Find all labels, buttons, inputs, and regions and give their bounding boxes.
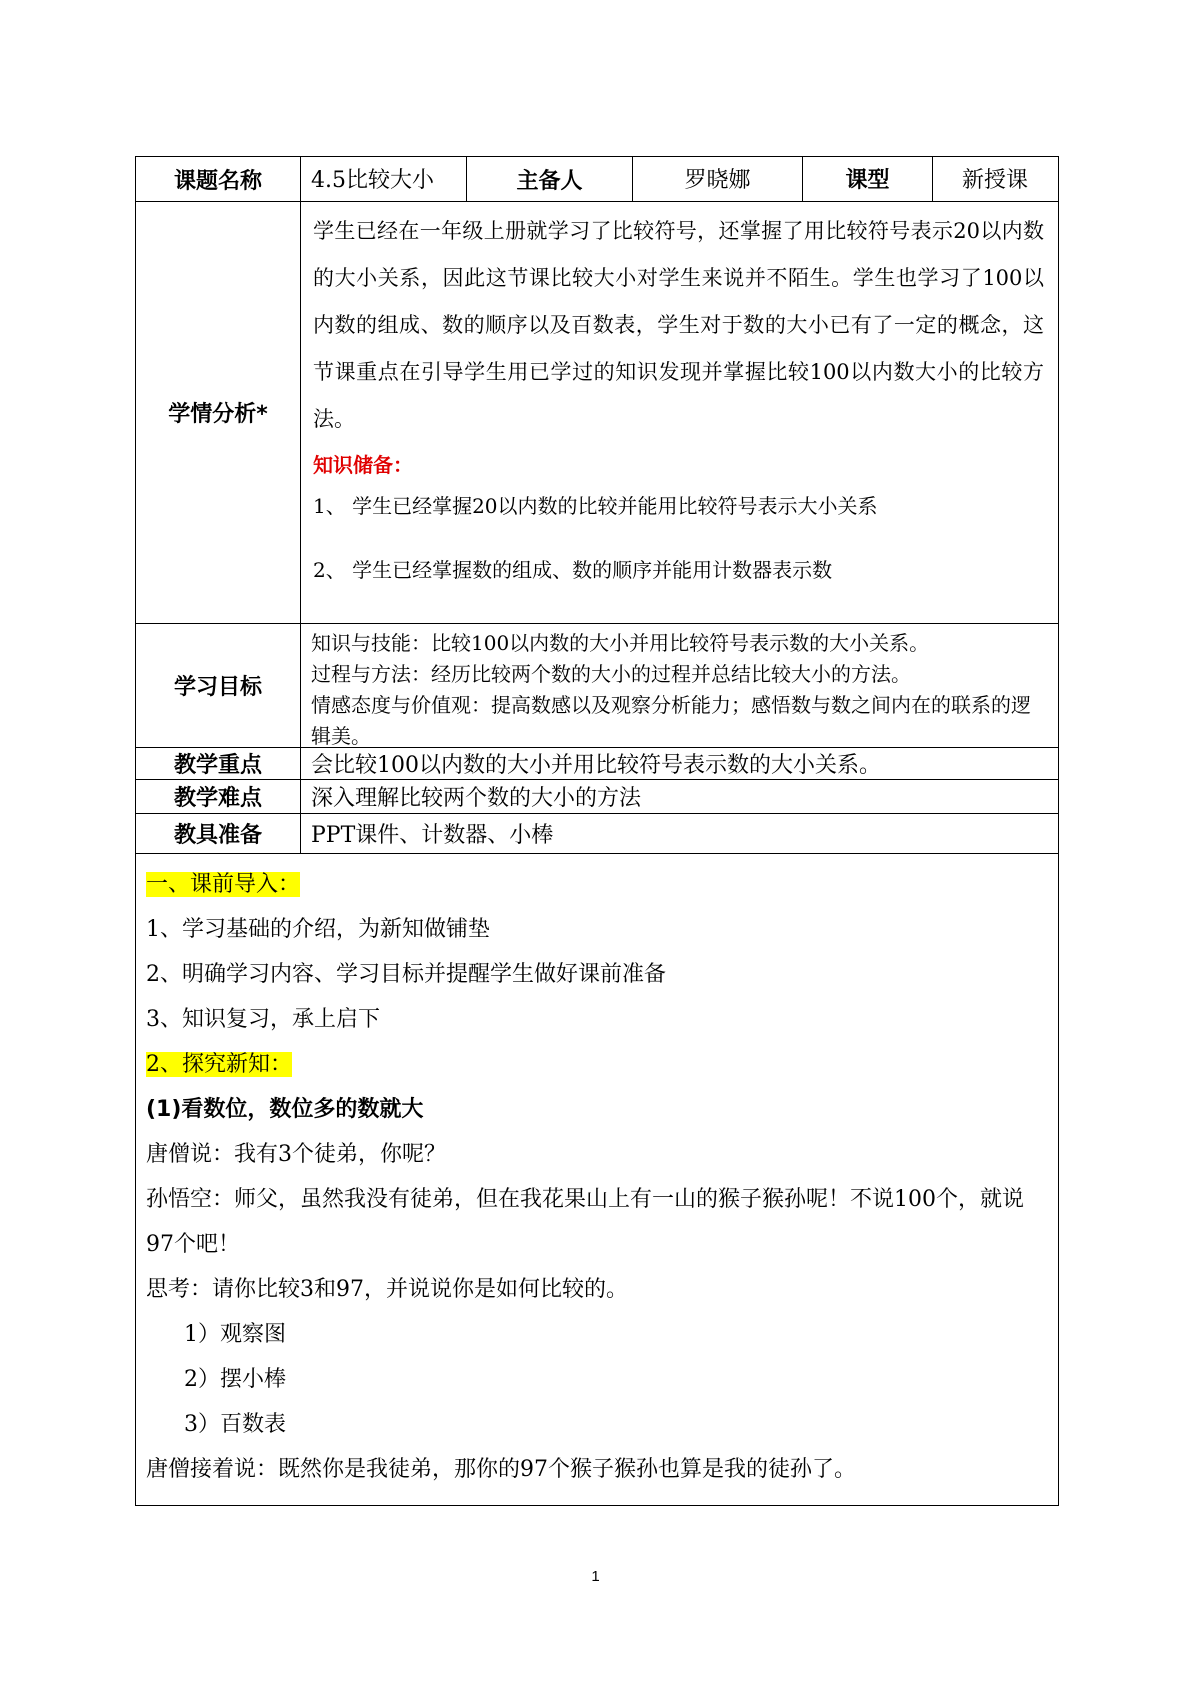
dialog-line: 孙悟空：师父，虽然我没有徒弟，但在我花果山上有一山的猴子猴孙呢！不说100个，就说97个吧！ xyxy=(146,1187,1024,1257)
section1-title: 一、课前导入： xyxy=(146,872,301,897)
type-value: 新授课 xyxy=(961,168,1028,193)
difficulty-row xyxy=(136,780,1058,814)
knowledge-item: 2、 学生已经掌握数的组成、数的顺序并能用计数器表示数 xyxy=(313,558,833,582)
section1-item: 3、知识复习，承上启下 xyxy=(146,1007,380,1032)
goals-content xyxy=(301,624,1058,747)
topic-value: 4.5比较大小 xyxy=(301,157,467,201)
materials-row xyxy=(136,814,1058,854)
analysis-content xyxy=(301,202,1058,623)
preparer-value: 罗晓娜 xyxy=(633,157,803,201)
section2-title: 2、探究新知： xyxy=(146,1052,292,1077)
goal-line: 过程与方法：经历比较两个数的大小的过程并总结比较大小的方法。 xyxy=(311,662,911,686)
goals-label: 学习目标 xyxy=(136,624,301,747)
step-item: 1）观察图 xyxy=(184,1322,286,1347)
analysis-paragraph: 学生已经在一年级上册就学习了比较符号，还掌握了用比较符号表示20以内数的大小关系，因此这节课比较大小对学生来说并不陌生。学生也学习了100以内数的组成、数的顺序以及百数表，学生对于数的大小已有了一定的概念，这节课重点在引导学生用已学过的知识发现并掌握比较100以内数大小的比较方法。 xyxy=(313,219,1044,431)
process-content xyxy=(136,854,1058,1505)
goal-line: 情感态度与价值观：提高数感以及观察分析能力；感悟数与数之间内在的联系的逻辑美。 xyxy=(311,693,1031,748)
step-item: 3）百数表 xyxy=(184,1412,286,1437)
type-label: 课型 xyxy=(803,157,933,201)
section1-item: 2、明确学习内容、学习目标并提醒学生做好课前准备 xyxy=(146,962,666,987)
materials-label: 教具准备 xyxy=(136,814,301,853)
materials-value: PPT课件、计数器、小棒 xyxy=(311,823,554,848)
analysis-row xyxy=(136,202,1058,624)
goals-row xyxy=(136,624,1058,748)
dialog-line: 唐僧接着说：既然你是我徒弟，那你的97个猴子猴孙也算是我的徒孙了。 xyxy=(146,1457,856,1482)
header-row xyxy=(136,157,1058,202)
key-point-value: 会比较100以内数的大小并用比较符号表示数的大小关系。 xyxy=(311,753,881,778)
step-item: 2）摆小棒 xyxy=(184,1367,286,1392)
think-line: 思考：请你比较3和97，并说说你是如何比较的。 xyxy=(146,1277,628,1302)
process-row xyxy=(136,854,1058,1505)
dialog-line: 唐僧说：我有3个徒弟，你呢？ xyxy=(146,1142,446,1167)
difficulty-value: 深入理解比较两个数的大小的方法 xyxy=(311,786,642,811)
key-point-label: 教学重点 xyxy=(136,748,301,779)
topic-label: 课题名称 xyxy=(136,157,301,201)
knowledge-item: 1、 学生已经掌握20以内数的比较并能用比较符号表示大小关系 xyxy=(313,494,878,518)
page-number: 1 xyxy=(591,1568,600,1585)
analysis-label: 学情分析* xyxy=(136,202,301,623)
knowledge-title: 知识储备： xyxy=(313,453,413,477)
section1-item: 1、学习基础的介绍，为新知做铺垫 xyxy=(146,917,490,942)
key-point-row xyxy=(136,748,1058,780)
goal-line: 知识与技能：比较100以内数的大小并用比较符号表示数的大小关系。 xyxy=(311,631,930,655)
difficulty-label: 教学难点 xyxy=(136,780,301,813)
lesson-plan-table xyxy=(135,156,1059,1506)
preparer-label: 主备人 xyxy=(467,157,633,201)
subsection-title: (1)看数位，数位多的数就大 xyxy=(146,1097,424,1122)
